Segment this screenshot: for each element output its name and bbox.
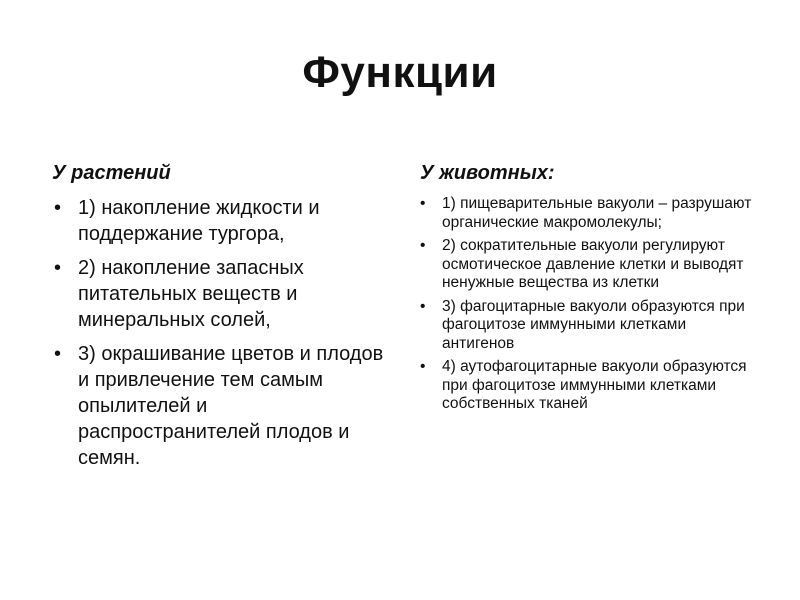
list-item-text: 1) накопление жидкости и поддержание тургора,	[78, 197, 320, 245]
list-item-text: 2) накопление запасных питательных веществ и минеральных солей,	[78, 257, 304, 331]
bullet-icon: •	[54, 197, 62, 219]
list-item	[420, 298, 760, 354]
animals-heading: У животных:	[420, 162, 555, 184]
list-item-text: 4) аутофагоцитарные вакуоли образуются при фагоцитозе иммунными клетками собственных тканей	[442, 358, 747, 412]
list-item	[420, 358, 760, 414]
bullet-icon: •	[54, 343, 62, 365]
animals-column	[420, 162, 760, 419]
list-item	[52, 341, 392, 471]
plants-column	[52, 162, 392, 479]
plants-heading: У растений	[52, 162, 171, 184]
list-item-text: 3) фагоцитарные вакуоли образуются при фагоцитозе иммунными клетками антигенов	[442, 297, 745, 352]
animals-list	[420, 195, 760, 414]
list-item-text: 3) окрашивание цветов и плодов и привлечение тем самым опылителей и распространителей плодов и семян.	[78, 343, 384, 469]
list-item-text: 2) сократительные вакуоли регулируют осмотическое давление клетки и выводят ненужные вещества из клетки	[442, 237, 744, 291]
list-item	[52, 195, 392, 247]
list-item-text: 1) пищеварительные вакуоли – разрушают органические макромолекулы;	[442, 195, 752, 231]
plants-list	[52, 195, 392, 471]
list-item	[420, 195, 760, 232]
bullet-icon: •	[420, 195, 426, 212]
bullet-icon: •	[420, 237, 426, 254]
list-item	[52, 255, 392, 333]
bullet-icon: •	[54, 257, 62, 279]
bullet-icon: •	[420, 297, 426, 315]
list-item	[420, 237, 760, 293]
slide-title: Функции	[302, 48, 498, 97]
bullet-icon: •	[420, 358, 426, 375]
